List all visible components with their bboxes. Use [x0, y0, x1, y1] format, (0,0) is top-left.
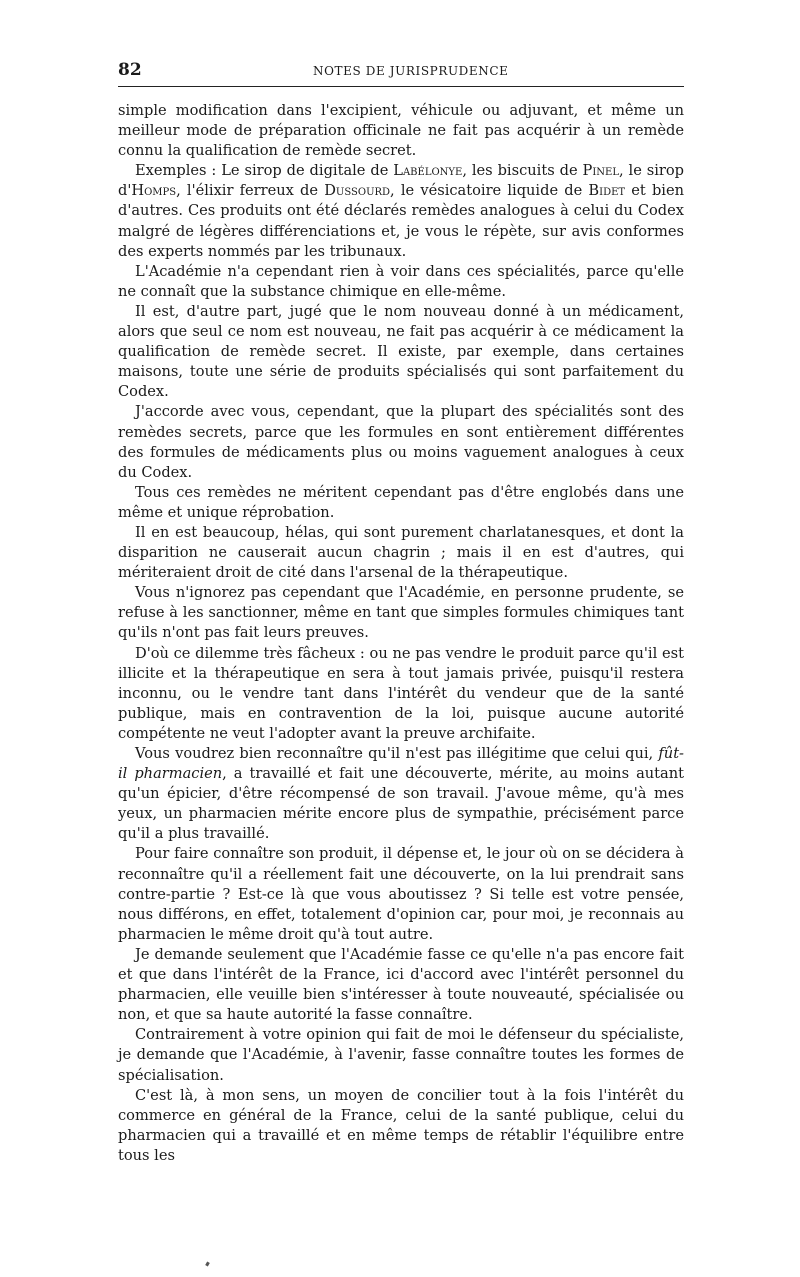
paragraph-6: Tous ces remèdes ne méritent cependant pas d'être englobés dans une même et unique réprobation. [118, 483, 684, 521]
italic-phrase: fût-il pharmacien [118, 745, 684, 783]
page-number: 82 [118, 60, 142, 80]
paragraph-9: D'où ce dilemme très fâcheux : ou ne pas vendre le produit parce qu'il est illicite et la thérapeutique en sera à tout jamais privée, puisqu'il restera inconnu, ou le vendre tant dans l'intérêt du vendeur que de la santé publique, mais en contravention de la loi, puisque aucune autorité compétente ne veut l'adopter avant la preuve archifaite. [118, 644, 684, 742]
running-title: NOTES DE JURISPRUDENCE [313, 64, 509, 78]
paragraph-8: Vous n'ignorez pas cependant que l'Académie, en personne prudente, se refuse à les sanctionner, même en tant que simples formules chimiques tant qu'ils n'ont pas fait leurs preuves. [118, 584, 684, 642]
paragraph-12: Je demande seulement que l'Académie fasse ce qu'elle n'a pas encore fait et que dans l'intérêt de la France, ici d'accord avec l'intérêt personnel du pharmacien, elle veuille bien s'intéresser à toute nouveauté, spécialisée ou non, et que sa haute autorité la fasse connaître. [118, 945, 684, 1024]
print-speck [205, 1262, 210, 1267]
paragraph-5: J'accorde avec vous, cependant, que la plupart des spécialités sont des remèdes secrets, parce que les formules en sont entièrement différentes des formules de médicaments plus ou moins vaguement analogues à ceux du Codex. [118, 403, 684, 481]
page-header [118, 58, 684, 87]
paragraph-11: Pour faire connaître son produit, il dépense et, le jour où on se décidera à reconnaître qu'il a réellement fait une découverte, on la lui prendrait sans contre-partie ? Est-ce là que vous aboutissez ? Si telle est votre pensée, nous différons, en effet, totalement d'opinion car, pour moi, je reconnais au pharmacien le même droit qu'à tout autre. [118, 845, 684, 943]
proper-name: Labélonye [393, 162, 463, 180]
paragraph-3: L'Académie n'a cependant rien à voir dans ces spécialités, parce qu'elle ne connaît que la substance chimique en elle-même. [118, 262, 684, 300]
paragraph-10: Vous voudrez bien reconnaître qu'il n'est pas illégitime que celui qui, fût-il pharmacien, a travaillé et fait une découverte, mérite, au moins autant qu'un épicier, d'être récompensé de son travail. J'avoue même, qu'à mes yeux, un pharmacien mérite encore plus de sympathie, précisément parce qu'il a plus travaillé. [118, 745, 684, 843]
proper-name: Bidet [588, 182, 626, 200]
paragraph-13: Contrairement à votre opinion qui fait de moi le défenseur du spécialiste, je demande que l'Académie, à l'avenir, fasse connaître toutes les formes de spécialisation. [118, 1026, 684, 1084]
paragraph-2: Exemples : Le sirop de digitale de Labélonye, les biscuits de Pinel, le sirop d'Homps, l'élixir ferreux de Dussourd, le vésicatoire liquide de Bidet et bien d'autres. Ces produits ont été déclarés remèdes analogues à celui du Codex malgré de légères différenciations et, je vous le répète, sur avis conformes des experts nommés par les tribunaux. [118, 162, 685, 260]
body-text [118, 101, 684, 1166]
proper-name: Homps [131, 182, 177, 200]
paragraph-4: Il est, d'autre part, jugé que le nom nouveau donné à un médicament, alors que seul ce nom est nouveau, ne fait pas acquérir à ce médicament la qualification de remède secret. Il existe, par exemple, dans certaines maisons, toute une série de produits spécialisés qui sont parfaitement du Codex. [118, 302, 684, 401]
document-page [118, 58, 684, 1166]
paragraph-7: Il en est beaucoup, hélas, qui sont purement charlatanesques, et dont la disparition ne causerait aucun chagrin ; mais il en est d'autres, qui mériteraient droit de cité dans l'arsenal de la thérapeutique. [118, 523, 684, 582]
proper-name: Pinel [582, 162, 619, 180]
paragraph-1: simple modification dans l'excipient, véhicule ou adjuvant, et même un meilleur mode de préparation officinale ne fait pas acquérir à un remède connu la qualification de remède secret. [118, 102, 684, 160]
paragraph-14: C'est là, à mon sens, un moyen de concilier tout à la fois l'intérêt du commerce en général de la France, celui de la santé publique, celui du pharmacien qui a travaillé et en même temps de rétablir l'équilibre entre tous les [118, 1086, 684, 1164]
proper-name: Dussourd [324, 182, 391, 200]
